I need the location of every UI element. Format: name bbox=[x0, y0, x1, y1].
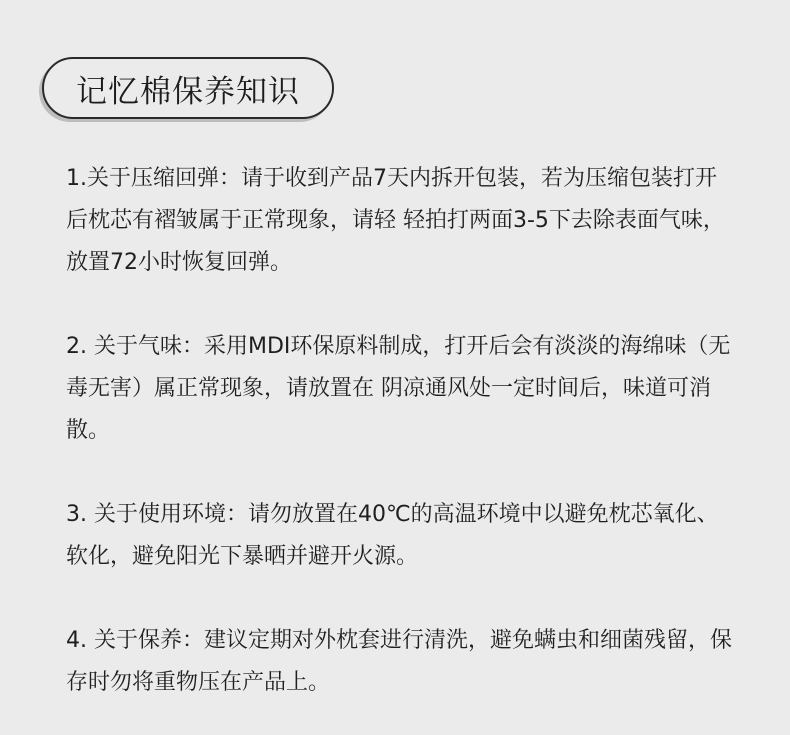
page-title: 记忆棉保养知识 bbox=[76, 73, 300, 110]
title-badge bbox=[42, 57, 334, 119]
care-instructions bbox=[66, 158, 736, 704]
care-item-maintenance: 4. 关于保养：建议定期对外枕套进行清洗，避免螨虫和细菌残留，保存时勿将重物压在产品上。 bbox=[66, 628, 732, 695]
care-item-compression: 1.关于压缩回弹：请于收到产品7天内拆开包装，若为压缩包装打开后枕芯有褶皱属于正常现象，请轻 轻拍打两面3-5下去除表面气味，放置72小时恢复回弹。 bbox=[66, 166, 725, 275]
care-item-odor: 2. 关于气味：采用MDI环保原料制成，打开后会有淡淡的海绵味（无毒无害）属正常现象，请放置在 阴凉通风处一定时间后，味道可消散。 bbox=[66, 334, 731, 443]
care-item-environment: 3. 关于使用环境：请勿放置在40℃的高温环境中以避免枕芯氧化、软化，避免阳光下暴晒并避开火源。 bbox=[66, 502, 719, 569]
